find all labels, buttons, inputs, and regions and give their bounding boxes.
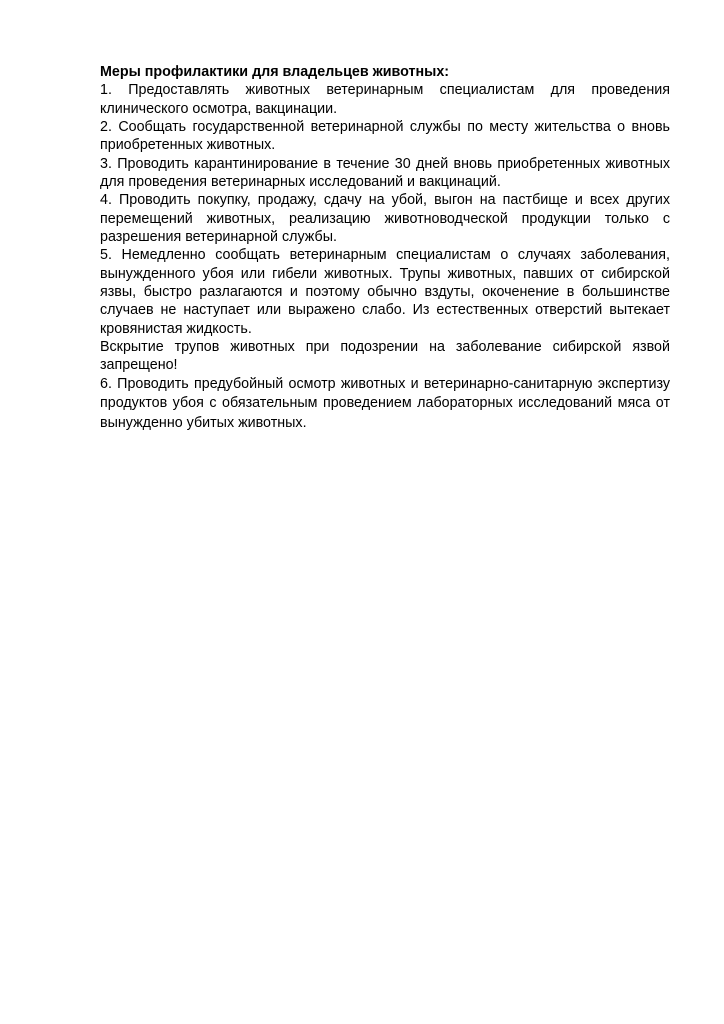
page-title: Меры профилактики для владельцев животных:: [100, 64, 450, 80]
measure-item-3: 3. Проводить карантинирование в течение 30 дней вновь приобретенных животных для проведения ветеринарных исследований и вакцинаций.: [100, 155, 670, 190]
autopsy-warning: Вскрытие трупов животных при подозрении на заболевание сибирской язвой запрещено!: [100, 338, 670, 374]
measure-item-1: 1. Предоставлять животных ветеринарным специалистам для проведения клинического осмотра, вакцинации.: [100, 82, 670, 117]
measure-item-5: 5. Немедленно сообщать ветеринарным специалистам о случаях заболевания, вынужденного убоя или гибели животных. Трупы животных, павших от сибирской язвы, быстро разлагаются и поэтому обычно вздуты, окоченение в большинстве случаев не наступает или выражено слабо. Из естественных отверстий вытекает кровянистая жидкость.: [100, 247, 670, 337]
measure-item-6: 6. Проводить предубойный осмотр животных и ветеринарно-санитарную экспертизу продуктов убоя с обязательным проведением лабораторных исследований мяса от вынужденно убитых животных.: [100, 375, 670, 431]
measure-item-4: 4. Проводить покупку, продажу, сдачу на убой, выгон на пастбище и всех других перемещений животных, реализацию животноводческой продукции только с разрешения ветеринарной службы.: [100, 192, 670, 245]
text-block: [100, 63, 670, 433]
measure-item-2: 2. Сообщать государственной ветеринарной службы по месту жительства о вновь приобретенных животных.: [100, 118, 670, 154]
